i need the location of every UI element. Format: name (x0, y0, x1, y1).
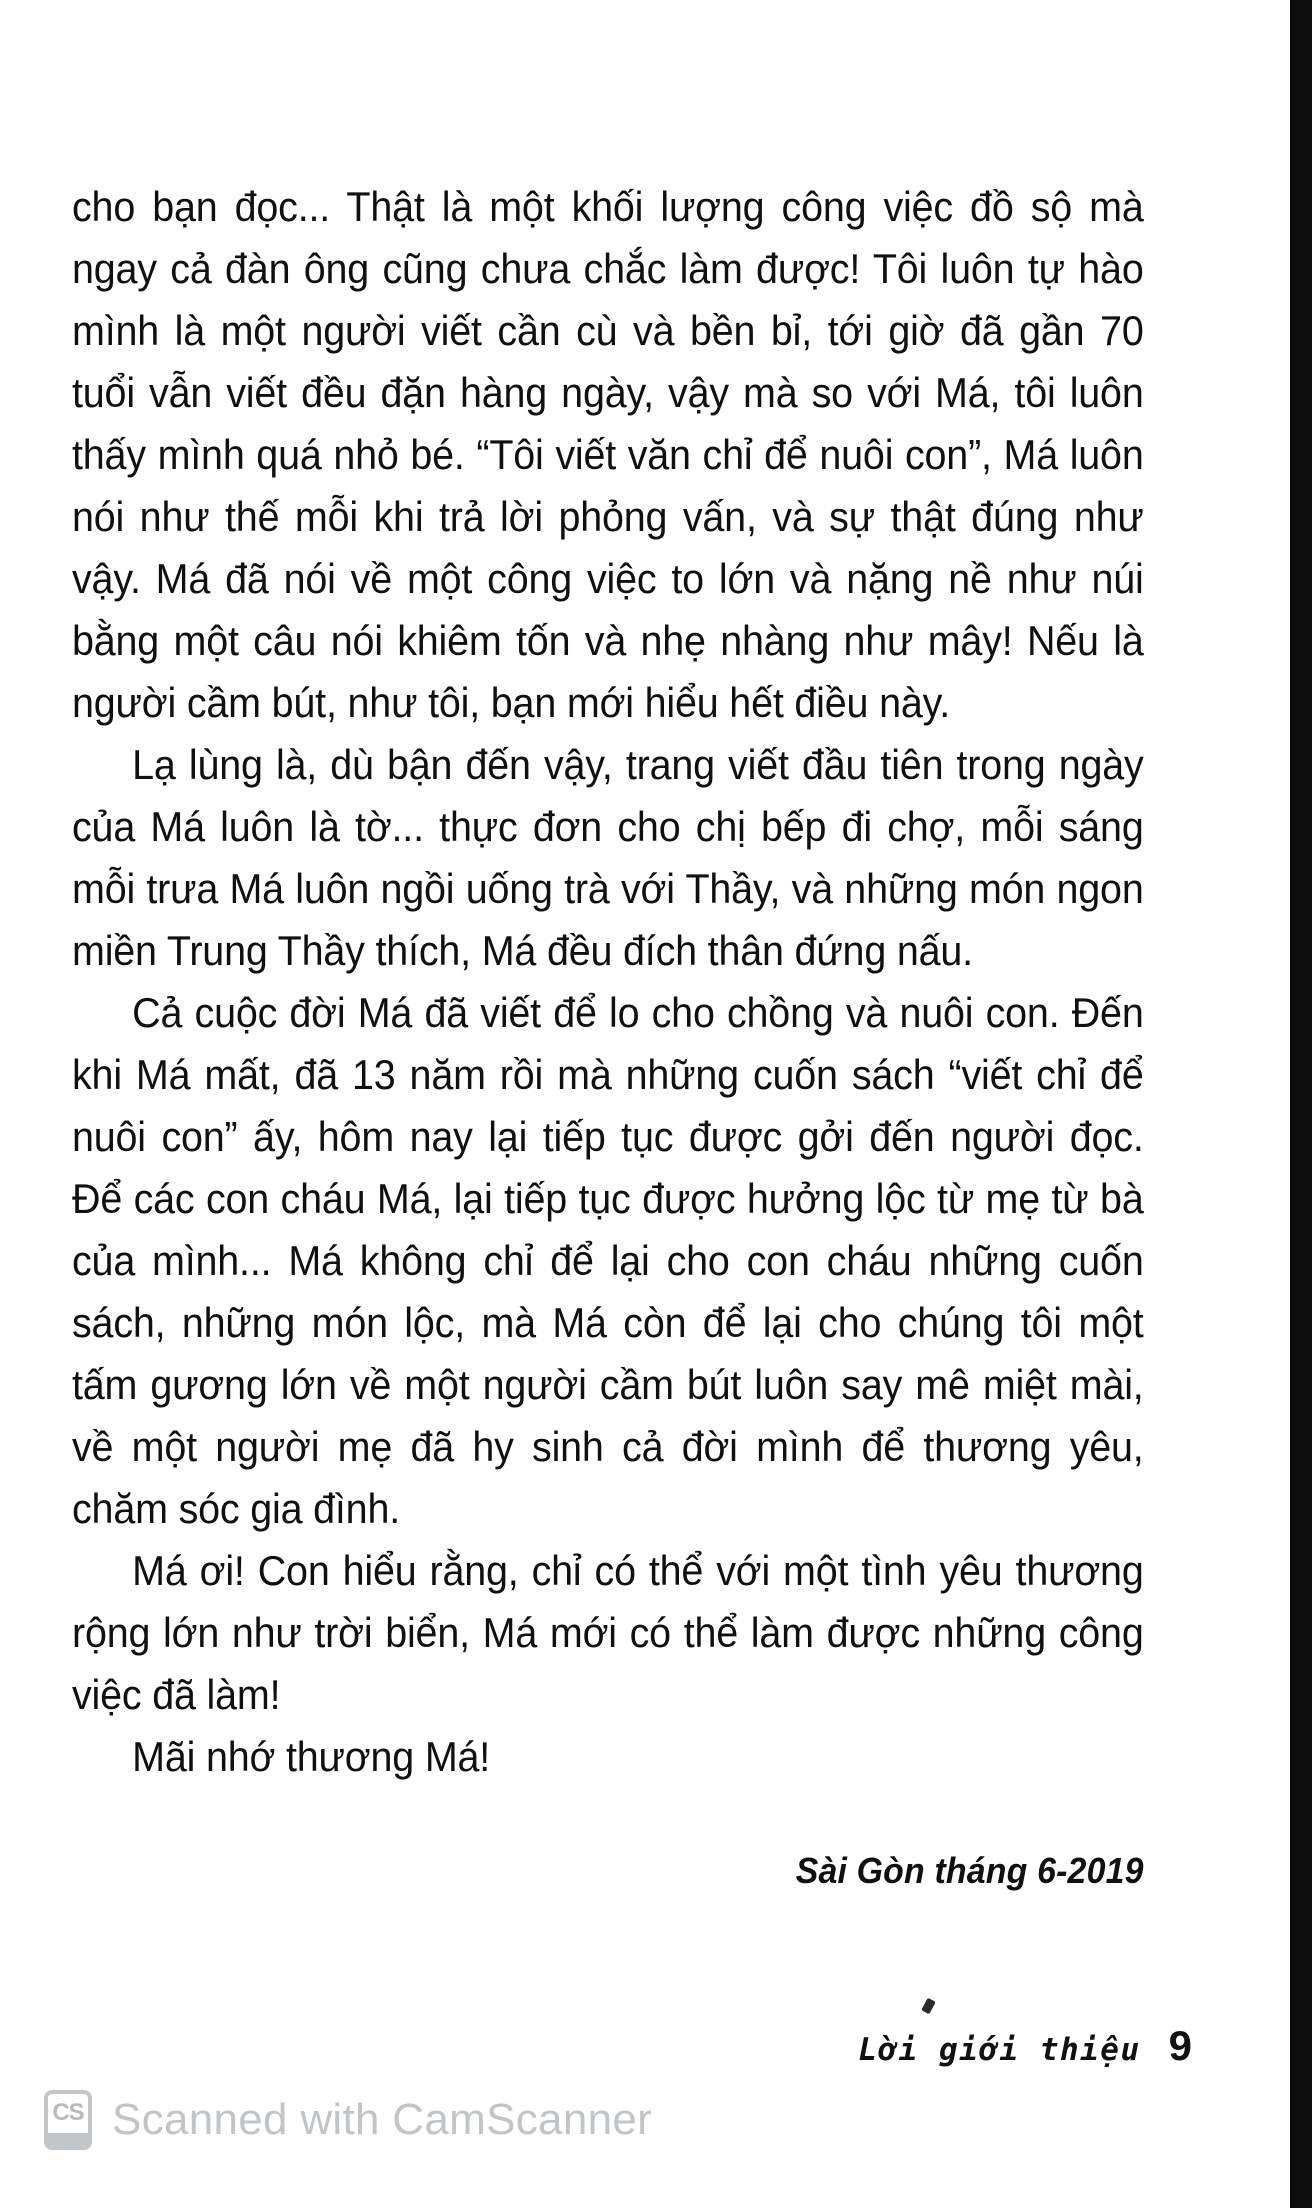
camscanner-logo-base (48, 2133, 88, 2146)
body-paragraph-3: Cả cuộc đời Má đã viết để lo cho chồng và nuôi con. Đến khi Má mất, đã 13 năm rồi mà những cuốn sách “viết chỉ để nuôi con” ấy, hôm nay lại tiếp tục được gởi đến người đọc. Để các con cháu Má, lại tiếp tục được hưởng lộc từ mẹ từ bà của mình... Má không chỉ để lại cho con cháu những cuốn sách, những món lộc, mà Má còn để lại cho chúng tôi một tấm gương lớn về một người cầm bút luôn say mê miệt mài, về một người mẹ đã hy sinh cả đời mình để thương yêu, chăm sóc gia đình. (72, 989, 1144, 1532)
signature-text: Sài Gòn tháng 6-2019 (795, 1850, 1144, 1891)
body-paragraph-1: cho bạn đọc... Thật là một khối lượng công việc đồ sộ mà ngay cả đàn ông cũng chưa chắc làm được! Tôi luôn tự hào mình là một người viết cần cù và bền bỉ, tới giờ đã gần 70 tuổi vẫn viết đều đặn hàng ngày, vậy mà so với Má, tôi luôn thấy mình quá nhỏ bé. “Tôi viết văn chỉ để nuôi con”, Má luôn nói như thế mỗi khi trả lời phỏng vấn, và sự thật đúng như vậy. Má đã nói về một công việc to lớn và nặng nề như núi bằng một câu nói khiêm tốn và nhẹ nhàng như mây! Nếu là người cầm bút, như tôi, bạn mới hiểu hết điều này. (72, 183, 1144, 726)
scan-edge-highlight (1281, 0, 1290, 2208)
camscanner-logo-icon (44, 2090, 92, 2150)
signature-line (72, 1850, 1144, 1892)
camscanner-logo-text: CS (52, 2099, 84, 2126)
footer-chapter-title: Lời giới thiệu (858, 2032, 1141, 2068)
body-paragraph-4: Má ơi! Con hiểu rằng, chỉ có thể với một tình yêu thương rộng lớn như trời biển, Má mới có thể làm được những công việc đã làm! (72, 1547, 1144, 1718)
camscanner-watermark-label: Scanned with CamScanner (112, 2095, 653, 2144)
body-paragraph-2: Lạ lùng là, dù bận đến vậy, trang viết đầu tiên trong ngày của Má luôn là tờ... thực đơn cho chị bếp đi chợ, mỗi sáng mỗi trưa Má luôn ngồi uống trà với Thầy, và những món ngon miền Trung Thầy thích, Má đều đích thân đứng nấu. (72, 741, 1144, 974)
body-paragraph-5: Mãi nhớ thương Má! (132, 1733, 491, 1780)
footer-page-number: 9 (1168, 2022, 1192, 2069)
scan-stray-mark (921, 1998, 936, 2015)
camscanner-watermark (44, 2090, 652, 2150)
page-body-text (72, 176, 1150, 1892)
scan-edge-shadow (1290, 0, 1312, 2208)
page-footer (72, 2022, 1192, 2070)
